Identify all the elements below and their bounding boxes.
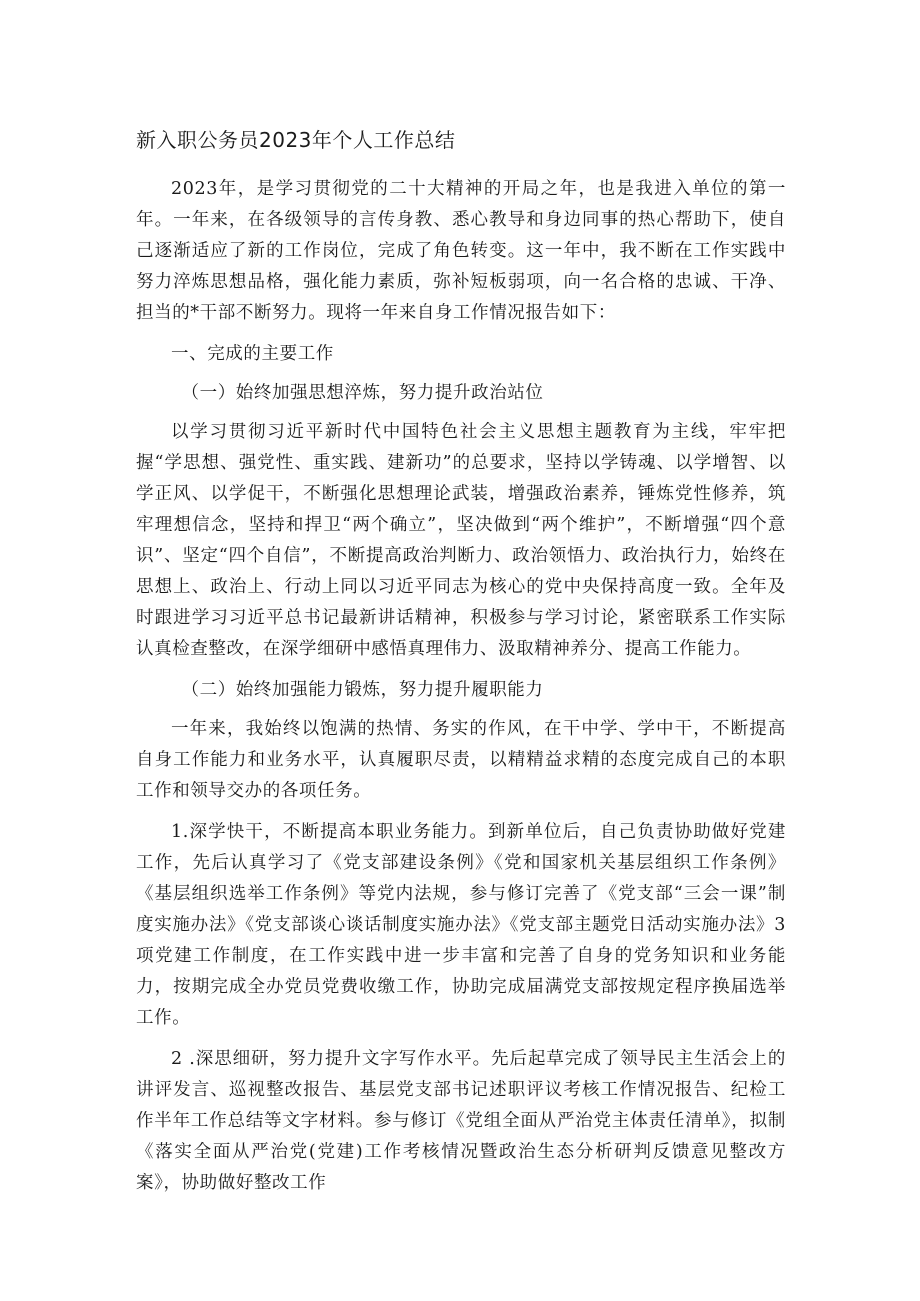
section-heading-1: 一、完成的主要工作 [171, 344, 334, 364]
document-title: 新入职公务员2023年个人工作总结 [136, 128, 456, 152]
list-item-paragraph: 1.深学快干，不断提高本职业务能力。到新单位后，自己负责协助做好党建工作，先后认真学习了《党支部建设条例》《党和国家机关基层组织工作条例》《基层组织选举工作条例》等党内法规，参与修订完善了《党支部“三会一课”制度实施办法》《党支部谈心谈话制度实施办法》《党支部主题党日活动实施办法》3项党建工作制度，在工作实践中进一步丰富和完善了自身的党务知识和业务能力，按期完成全办党员党费收缴工作，协助完成届满党支部按规定程序换届选举工作。 [136, 822, 786, 1028]
list-item-paragraph: 2 .深思细研，努力提升文字写作水平。先后起草完成了领导民主生活会上的讲评发言、巡视整改报告、基层党支部书记述职评议考核工作情况报告、纪检工作半年工作总结等文字材料。参与修订《党组全面从严治党主体责任清单》，拟制《落实全面从严治党(党建)工作考核情况暨政治生态分析研判反馈意见整改方案》，协助做好整改工作 [136, 1049, 786, 1193]
intro-paragraph: 2023年，是学习贯彻党的二十大精神的开局之年，也是我进入单位的第一年。一年来，在各级领导的言传身教、悉心教导和身边同事的热心帮助下，使自己逐渐适应了新的工作岗位，完成了角色转变。这一年中，我不断在工作实践中努力淬炼思想品格，强化能力素质，弥补短板弱项，向一名合格的忠诚、干净、担当的*干部不断努力。现将一年来自身工作情况报告如下： [136, 179, 786, 323]
subsection-heading-2: （二）始终加强能力锻炼，努力提升履职能力 [181, 680, 544, 700]
body-paragraph: 一年来，我始终以饱满的热情、务实的作风，在干中学、学中干，不断提高自身工作能力和业务水平，认真履职尽责，以精精益求精的态度完成自己的本职工作和领导交办的各项任务。 [136, 719, 786, 801]
subsection-heading-1: （一）始终加强思想淬炼，努力提升政治站位 [181, 383, 544, 403]
document-body [136, 174, 786, 1209]
body-paragraph: 以学习贯彻习近平新时代中国特色社会主义思想主题教育为主线，牢牢把握“学思想、强党性、重实践、建新功”的总要求，坚持以学铸魂、以学增智、以学正风、以学促干，不断强化思想理论武装，增强政治素养，锤炼党性修养，筑牢理想信念，坚持和捍卫“两个确立”，坚决做到“两个维护”，不断增强“四个意识”、坚定“四个自信”，不断提高政治判断力、政治领悟力、政治执行力，始终在思想上、政治上、行动上同以习近平同志为核心的党中央保持高度一致。全年及时跟进学习习近平总书记最新讲话精神，积极参与学习讨论，紧密联系工作实际认真检查整改，在深学细研中感悟真理伟力、汲取精神养分、提高工作能力。 [136, 422, 786, 659]
